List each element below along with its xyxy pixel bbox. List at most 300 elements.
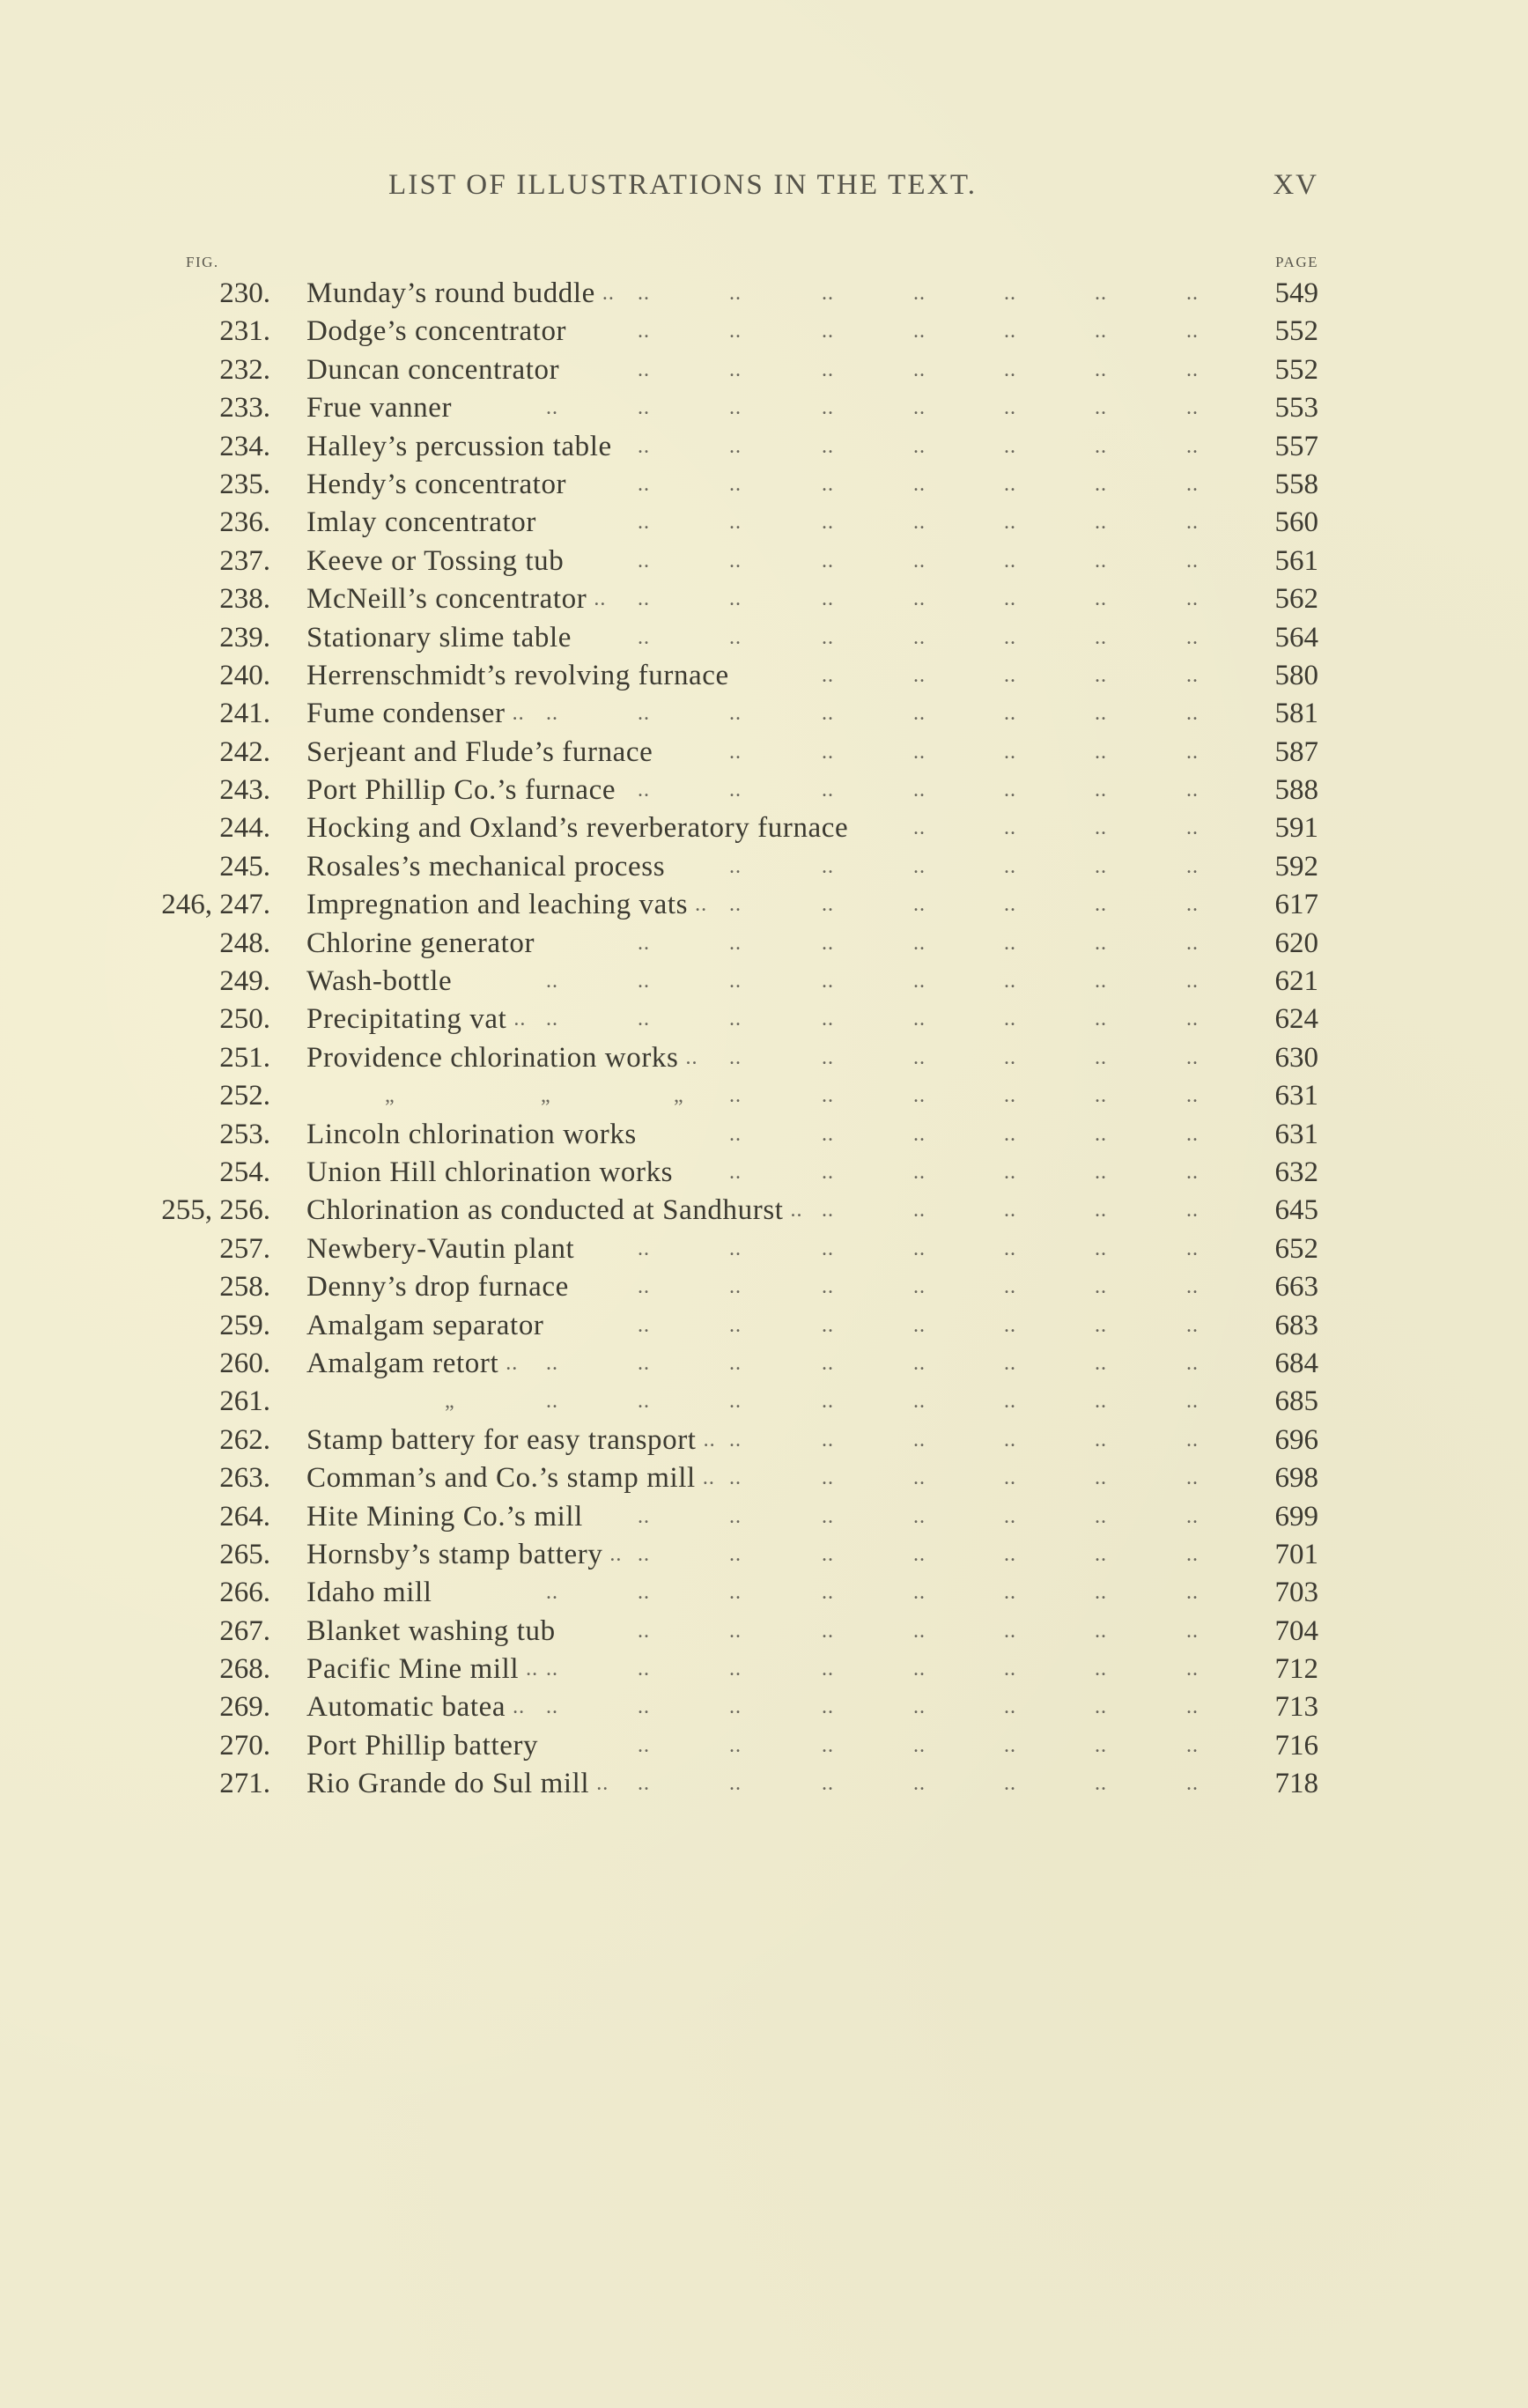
page-reference: 587 xyxy=(1274,735,1318,768)
leader-dots: .. xyxy=(729,1428,742,1451)
fig-column-header: FIG. xyxy=(186,254,219,270)
page-reference: 591 xyxy=(1274,812,1318,845)
leader-dots: .. xyxy=(546,396,558,420)
leader-dots: .. xyxy=(729,358,742,381)
leader-dots: .. xyxy=(729,1658,742,1681)
page-reference: 652 xyxy=(1274,1232,1318,1265)
leader-dots: .. xyxy=(1186,320,1199,343)
page-reference: 631 xyxy=(1274,1080,1318,1112)
leader-dots: .. xyxy=(1186,1237,1199,1260)
leader-dots: .. xyxy=(1004,1428,1016,1451)
leader-dots: .. xyxy=(1186,1581,1199,1605)
figure-number: 245. xyxy=(219,850,270,883)
leader-dots: .. xyxy=(1004,854,1016,878)
leader-dots: .. xyxy=(1186,1122,1199,1146)
figure-number: 261. xyxy=(219,1385,270,1418)
leader-dots: .. xyxy=(913,625,926,649)
figure-number: 243. xyxy=(219,774,270,807)
leader-dots: .. xyxy=(1095,1045,1107,1069)
leader-dots: .. xyxy=(1004,970,1016,993)
leader-dots: .. xyxy=(729,472,742,496)
leader-dots: .. xyxy=(1186,396,1199,420)
figure-number: 252. xyxy=(219,1080,270,1112)
leader-dots: .. xyxy=(1095,1733,1107,1757)
ditto-mark: „ xyxy=(385,1084,395,1108)
leader-dots: .. xyxy=(822,702,834,726)
illustration-title: Amalgam separator xyxy=(306,1309,544,1341)
leader-dots: .. xyxy=(913,396,926,420)
leader-dots: .. xyxy=(1186,1160,1199,1184)
leader-dots: .. xyxy=(790,1199,803,1222)
leader-dots: .. xyxy=(546,1581,558,1605)
figure-number: 233. xyxy=(219,392,270,425)
leader-dots: .. xyxy=(822,396,834,420)
leader-dots: .. xyxy=(729,1466,742,1490)
leader-dots: .. xyxy=(1186,970,1199,993)
leader-dots: .. xyxy=(1004,816,1016,840)
page-reference: 712 xyxy=(1274,1653,1318,1686)
leader-dots: .. xyxy=(1095,1313,1107,1337)
list-item xyxy=(0,276,1528,314)
figure-number: 240. xyxy=(219,659,270,691)
illustration-title: Impregnation and leaching vats xyxy=(306,889,689,921)
illustration-title: Stamp battery for easy transport xyxy=(306,1423,697,1456)
leader-dots: .. xyxy=(913,1351,926,1375)
leader-dots: .. xyxy=(638,1390,650,1414)
running-head xyxy=(0,167,1528,203)
leader-dots: .. xyxy=(1095,511,1107,535)
leader-dots: .. xyxy=(913,320,926,343)
leader-dots: .. xyxy=(822,320,834,343)
leader-dots: .. xyxy=(1095,320,1107,343)
leader-dots: .. xyxy=(822,740,834,764)
leader-dots: .. xyxy=(638,587,650,611)
page-reference: 696 xyxy=(1274,1423,1318,1456)
leader-dots: .. xyxy=(913,702,926,726)
figure-number: 253. xyxy=(219,1118,270,1150)
list-item xyxy=(0,1460,1528,1498)
leader-dots: .. xyxy=(638,1504,650,1528)
leader-dots: .. xyxy=(822,587,834,611)
leader-dots: .. xyxy=(1095,1466,1107,1490)
leader-dots: .. xyxy=(729,625,742,649)
leader-dots: .. xyxy=(913,587,926,611)
leader-dots: .. xyxy=(822,1428,834,1451)
leader-dots: .. xyxy=(913,1772,926,1796)
leader-dots: .. xyxy=(638,1275,650,1299)
leader-dots: .. xyxy=(1186,1542,1199,1566)
leader-dots: .. xyxy=(1004,1619,1016,1643)
page-reference: 553 xyxy=(1274,392,1318,425)
figure-number: 257. xyxy=(219,1232,270,1265)
page-number-folio: XV xyxy=(1273,169,1318,201)
leader-dots: .. xyxy=(913,1542,926,1566)
leader-dots: .. xyxy=(1095,1504,1107,1528)
figure-number: 268. xyxy=(219,1653,270,1686)
leader-dots: .. xyxy=(729,1122,742,1146)
list-item xyxy=(0,1766,1528,1804)
leader-dots: .. xyxy=(729,1084,742,1108)
leader-dots: .. xyxy=(1004,1313,1016,1337)
leader-dots: .. xyxy=(1004,358,1016,381)
page-reference: 632 xyxy=(1274,1156,1318,1188)
leader-dots: .. xyxy=(1004,434,1016,458)
illustration-title: Halley’s percussion table xyxy=(306,430,612,462)
leader-dots: .. xyxy=(1004,702,1016,726)
leader-dots: .. xyxy=(729,702,742,726)
leader-dots: .. xyxy=(1004,1695,1016,1719)
leader-dots: .. xyxy=(1095,1084,1107,1108)
leader-dots: .. xyxy=(1186,1695,1199,1719)
list-item xyxy=(0,429,1528,467)
leader-dots: .. xyxy=(1004,549,1016,572)
page-reference: 683 xyxy=(1274,1309,1318,1341)
leader-dots: .. xyxy=(1186,434,1199,458)
leader-dots: .. xyxy=(822,1313,834,1337)
illustration-title: Denny’s drop furnace xyxy=(306,1271,569,1304)
leader-dots: .. xyxy=(822,1084,834,1108)
leader-dots: .. xyxy=(695,893,708,917)
list-item xyxy=(0,1384,1528,1422)
leader-dots: .. xyxy=(1004,893,1016,917)
leader-dots: .. xyxy=(1095,816,1107,840)
illustrations-list xyxy=(0,276,1528,1805)
leader-dots: .. xyxy=(822,1390,834,1414)
leader-dots: .. xyxy=(729,1581,742,1605)
page-title: LIST OF ILLUSTRATIONS IN THE TEXT. xyxy=(388,169,978,201)
figure-number: 260. xyxy=(219,1347,270,1379)
leader-dots: .. xyxy=(594,587,607,611)
page-reference: 549 xyxy=(1274,277,1318,309)
list-item xyxy=(0,1193,1528,1230)
leader-dots: .. xyxy=(1186,1390,1199,1414)
illustration-title: Stationary slime table xyxy=(306,621,572,654)
leader-dots: .. xyxy=(913,511,926,535)
list-item xyxy=(0,505,1528,543)
leader-dots: .. xyxy=(913,779,926,802)
leader-dots: .. xyxy=(1186,511,1199,535)
leader-dots: .. xyxy=(729,1504,742,1528)
leader-dots: .. xyxy=(638,1581,650,1605)
leader-dots: .. xyxy=(638,1658,650,1681)
leader-dots: .. xyxy=(1186,1351,1199,1375)
list-item xyxy=(0,1422,1528,1460)
list-item xyxy=(0,1078,1528,1116)
figure-number: 230. xyxy=(219,277,270,309)
leader-dots: .. xyxy=(546,702,558,726)
leader-dots: .. xyxy=(913,1160,926,1184)
figure-number: 232. xyxy=(219,353,270,386)
figure-number: 251. xyxy=(219,1041,270,1074)
leader-dots: .. xyxy=(1095,970,1107,993)
ditto-mark: „ xyxy=(541,1084,551,1108)
list-item xyxy=(0,1346,1528,1384)
leader-dots: .. xyxy=(1186,1313,1199,1337)
leader-dots: .. xyxy=(913,549,926,572)
figure-number: 248. xyxy=(219,927,270,959)
figure-number: 267. xyxy=(219,1614,270,1647)
illustration-title: Chlorine generator xyxy=(306,927,535,959)
leader-dots: .. xyxy=(913,1733,926,1757)
leader-dots: .. xyxy=(822,1542,834,1566)
leader-dots: .. xyxy=(729,1045,742,1069)
page-reference: 592 xyxy=(1274,850,1318,883)
illustration-title: Precipitating vat xyxy=(306,1003,507,1036)
list-item xyxy=(0,352,1528,390)
leader-dots: .. xyxy=(638,1008,650,1031)
illustration-title: Port Phillip Co.’s furnace xyxy=(306,774,616,807)
illustration-title: Serjeant and Flude’s furnace xyxy=(306,735,653,768)
leader-dots: .. xyxy=(913,740,926,764)
leader-dots: .. xyxy=(513,1008,527,1031)
page-reference: 699 xyxy=(1274,1500,1318,1533)
list-item xyxy=(0,390,1528,428)
leader-dots: .. xyxy=(638,320,650,343)
list-item xyxy=(0,887,1528,925)
leader-dots: .. xyxy=(1095,1542,1107,1566)
illustration-title: Providence chlorination works xyxy=(306,1041,679,1074)
leader-dots: .. xyxy=(913,1199,926,1222)
leader-dots: .. xyxy=(822,1772,834,1796)
leader-dots: .. xyxy=(638,1619,650,1643)
leader-dots: .. xyxy=(913,1466,926,1490)
list-item xyxy=(0,543,1528,581)
leader-dots: .. xyxy=(913,1122,926,1146)
leader-dots: .. xyxy=(1186,854,1199,878)
illustration-title: McNeill’s concentrator xyxy=(306,583,587,616)
leader-dots: .. xyxy=(1095,1237,1107,1260)
leader-dots: .. xyxy=(822,1237,834,1260)
leader-dots: .. xyxy=(729,1390,742,1414)
leader-dots: .. xyxy=(822,1466,834,1490)
leader-dots: .. xyxy=(546,970,558,993)
leader-dots: .. xyxy=(1095,931,1107,955)
leader-dots: .. xyxy=(546,1008,558,1031)
leader-dots: .. xyxy=(822,970,834,993)
leader-dots: .. xyxy=(1095,1160,1107,1184)
leader-dots: .. xyxy=(913,472,926,496)
figure-number: 244. xyxy=(219,812,270,845)
leader-dots: .. xyxy=(638,625,650,649)
leader-dots: .. xyxy=(822,931,834,955)
leader-dots: .. xyxy=(1095,1122,1107,1146)
leader-dots: .. xyxy=(1095,740,1107,764)
leader-dots: .. xyxy=(1186,1008,1199,1031)
leader-dots: .. xyxy=(1095,1390,1107,1414)
leader-dots: .. xyxy=(729,1772,742,1796)
figure-number: 246, 247. xyxy=(161,889,270,921)
leader-dots: .. xyxy=(1186,931,1199,955)
figure-number: 241. xyxy=(219,698,270,730)
list-item xyxy=(0,1689,1528,1727)
leader-dots: .. xyxy=(1004,740,1016,764)
leader-dots: .. xyxy=(702,1466,715,1490)
leader-dots: .. xyxy=(1004,779,1016,802)
leader-dots: .. xyxy=(913,434,926,458)
leader-dots: .. xyxy=(729,740,742,764)
list-item xyxy=(0,581,1528,619)
page-reference: 620 xyxy=(1274,927,1318,959)
leader-dots: .. xyxy=(1004,1351,1016,1375)
illustration-title: Idaho mill xyxy=(306,1577,432,1609)
list-item xyxy=(0,1728,1528,1766)
leader-dots: .. xyxy=(1004,320,1016,343)
list-item xyxy=(0,1155,1528,1193)
illustration-title: Chlorination as conducted at Sandhurst xyxy=(306,1194,784,1227)
page-reference: 630 xyxy=(1274,1041,1318,1074)
leader-dots: .. xyxy=(913,816,926,840)
list-item xyxy=(0,696,1528,734)
page-reference: 552 xyxy=(1274,353,1318,386)
leader-dots: .. xyxy=(526,1658,539,1681)
leader-dots: .. xyxy=(913,1008,926,1031)
illustration-title: Imlay concentrator xyxy=(306,506,536,539)
leader-dots: .. xyxy=(729,1237,742,1260)
list-item xyxy=(0,467,1528,505)
leader-dots: .. xyxy=(1095,1658,1107,1681)
leader-dots: .. xyxy=(1004,1390,1016,1414)
leader-dots: .. xyxy=(729,396,742,420)
leader-dots: .. xyxy=(729,549,742,572)
illustration-title: Amalgam retort xyxy=(306,1347,499,1379)
list-item xyxy=(0,926,1528,964)
list-item xyxy=(0,810,1528,848)
leader-dots: .. xyxy=(685,1045,698,1069)
page-reference: 701 xyxy=(1274,1538,1318,1570)
leader-dots: .. xyxy=(822,893,834,917)
leader-dots: .. xyxy=(913,1237,926,1260)
illustration-title: Port Phillip battery xyxy=(306,1729,539,1762)
ditto-mark: „ xyxy=(445,1390,455,1414)
figure-number: 238. xyxy=(219,583,270,616)
leader-dots: .. xyxy=(1186,893,1199,917)
leader-dots: .. xyxy=(1095,358,1107,381)
list-item xyxy=(0,1537,1528,1575)
figure-number: 231. xyxy=(219,315,270,348)
leader-dots: .. xyxy=(729,282,742,305)
leader-dots: .. xyxy=(638,1351,650,1375)
page-reference: 685 xyxy=(1274,1385,1318,1418)
page-reference: 684 xyxy=(1274,1347,1318,1379)
leader-dots: .. xyxy=(913,1313,926,1337)
illustration-title: Dodge’s concentrator xyxy=(306,315,567,348)
leader-dots: .. xyxy=(1186,816,1199,840)
leader-dots: .. xyxy=(822,511,834,535)
leader-dots: .. xyxy=(1095,1008,1107,1031)
leader-dots: .. xyxy=(1004,1008,1016,1031)
leader-dots: .. xyxy=(913,1695,926,1719)
leader-dots: .. xyxy=(638,970,650,993)
leader-dots: .. xyxy=(1095,1619,1107,1643)
figure-number: 239. xyxy=(219,621,270,654)
leader-dots: .. xyxy=(729,1160,742,1184)
leader-dots: .. xyxy=(1186,779,1199,802)
leader-dots: .. xyxy=(1095,625,1107,649)
illustration-title: Pacific Mine mill xyxy=(306,1653,520,1686)
ditto-mark: „ xyxy=(674,1084,684,1108)
page-reference: 698 xyxy=(1274,1462,1318,1495)
leader-dots: .. xyxy=(729,434,742,458)
illustration-title: Wash-bottle xyxy=(306,965,453,998)
illustration-title: Comman’s and Co.’s stamp mill xyxy=(306,1462,696,1495)
leader-dots: .. xyxy=(913,1504,926,1528)
leader-dots: .. xyxy=(513,1695,526,1719)
leader-dots: .. xyxy=(822,854,834,878)
leader-dots: .. xyxy=(1186,1504,1199,1528)
leader-dots: .. xyxy=(1095,1199,1107,1222)
leader-dots: .. xyxy=(1186,472,1199,496)
leader-dots: .. xyxy=(1004,1199,1016,1222)
leader-dots: .. xyxy=(1095,854,1107,878)
leader-dots: .. xyxy=(512,702,525,726)
leader-dots: .. xyxy=(913,1390,926,1414)
leader-dots: .. xyxy=(1004,1733,1016,1757)
leader-dots: .. xyxy=(729,587,742,611)
page-reference: 718 xyxy=(1274,1768,1318,1800)
leader-dots: .. xyxy=(638,1772,650,1796)
leader-dots: .. xyxy=(822,1122,834,1146)
figure-number: 254. xyxy=(219,1156,270,1188)
leader-dots: .. xyxy=(822,1199,834,1222)
leader-dots: .. xyxy=(1095,779,1107,802)
figure-number: 236. xyxy=(219,506,270,539)
leader-dots: .. xyxy=(638,702,650,726)
illustration-title: Keeve or Tossing tub xyxy=(306,544,565,577)
list-item xyxy=(0,1499,1528,1537)
leader-dots: .. xyxy=(703,1428,716,1451)
leader-dots: .. xyxy=(822,434,834,458)
leader-dots: .. xyxy=(822,472,834,496)
leader-dots: .. xyxy=(1095,1351,1107,1375)
figure-number: 266. xyxy=(219,1577,270,1609)
leader-dots: .. xyxy=(1004,1504,1016,1528)
list-item xyxy=(0,658,1528,696)
leader-dots: .. xyxy=(1004,511,1016,535)
leader-dots: .. xyxy=(1186,663,1199,687)
leader-dots: .. xyxy=(913,893,926,917)
list-item xyxy=(0,1231,1528,1269)
leader-dots: .. xyxy=(1004,1581,1016,1605)
leader-dots: .. xyxy=(729,1695,742,1719)
leader-dots: .. xyxy=(1004,1542,1016,1566)
figure-number: 262. xyxy=(219,1423,270,1456)
page-reference: 581 xyxy=(1274,698,1318,730)
page-reference: 552 xyxy=(1274,315,1318,348)
list-item xyxy=(0,735,1528,772)
page-reference: 703 xyxy=(1274,1577,1318,1609)
leader-dots: .. xyxy=(1095,1275,1107,1299)
leader-dots: .. xyxy=(1004,1237,1016,1260)
leader-dots: .. xyxy=(913,970,926,993)
leader-dots: .. xyxy=(1186,1084,1199,1108)
leader-dots: .. xyxy=(729,931,742,955)
leader-dots: .. xyxy=(913,282,926,305)
illustration-title: Duncan concentrator xyxy=(306,353,560,386)
leader-dots: .. xyxy=(1186,587,1199,611)
illustration-title: Hendy’s concentrator xyxy=(306,468,567,500)
leader-dots: .. xyxy=(1095,587,1107,611)
leader-dots: .. xyxy=(1095,663,1107,687)
leader-dots: .. xyxy=(1186,1619,1199,1643)
figure-number: 234. xyxy=(219,430,270,462)
leader-dots: .. xyxy=(602,282,615,305)
leader-dots: .. xyxy=(1004,282,1016,305)
leader-dots: .. xyxy=(1004,1275,1016,1299)
leader-dots: .. xyxy=(822,1160,834,1184)
page-reference: 645 xyxy=(1274,1194,1318,1227)
leader-dots: .. xyxy=(1095,1428,1107,1451)
leader-dots: .. xyxy=(913,931,926,955)
